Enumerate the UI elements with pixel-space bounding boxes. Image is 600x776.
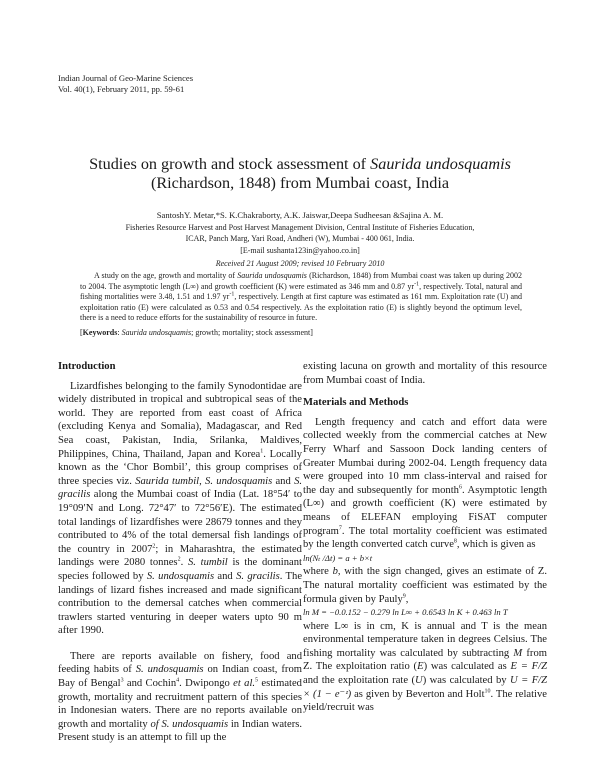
reference-superscript: 2 bbox=[177, 556, 181, 563]
authors: SantoshY. Metar,*S. K.Chakraborty, A.K. Jaiswar,Deepa Sudheesan &Sajina A. M. bbox=[156, 210, 444, 220]
text-span: , which is given as bbox=[456, 539, 536, 551]
title-species: Saurida undosquamis bbox=[370, 155, 511, 173]
italic-text: Saurida tumbil, bbox=[135, 475, 202, 487]
email: [E-mail sushanta123in@yahoo.co.in] bbox=[240, 246, 360, 255]
italic-text: U bbox=[415, 675, 423, 687]
reference-superscript: 2 bbox=[152, 543, 156, 550]
italic-text: of S. undosquamis bbox=[150, 718, 229, 730]
text-span: ) was calculated as bbox=[423, 661, 511, 673]
methods-paragraph-3 bbox=[303, 620, 547, 715]
text-span: , respectively. Length at first capture was estimated as 161 mm. Exploitation rate (U) and exploitation ratio (E) were calculated as 0.53 and 0.54 respectively. As the exploitation ratio (E) is slightly beyond the optimum level, there is a need to reduce efforts for the sustainability of resource in future. bbox=[80, 292, 523, 323]
text-span: , bbox=[405, 593, 409, 605]
equation-pauly: ln M = −0.0.152 − 0.279 ln L∞ + 0.6543 ln K + 0.463 ln T bbox=[303, 607, 508, 618]
intro-continuation: existing lacuna on growth and mortality of this resource from Mumbai coast of India. bbox=[303, 361, 547, 386]
text-span: in Indian waters. Present study is an attempt to fill up the bbox=[58, 718, 302, 744]
text-span: . Asymptotic length (L∞) and growth coefficient (K) were estimated by means of ELEFAN employing FiSAT computer program bbox=[303, 484, 547, 537]
italic-text: E = F/Z bbox=[510, 661, 547, 673]
affiliation bbox=[0, 223, 600, 244]
reference-superscript: 3 bbox=[120, 677, 124, 684]
text-span: ) was calculated by bbox=[422, 675, 510, 687]
section-heading-introduction: Introduction bbox=[58, 361, 116, 372]
text-span: Length frequency and catch and effort data were collected weekly from the commercial catches at New Ferry Wharf and Sassoon Dock landing centers of Greater Mumbai during 2002-04. Length frequency data were grouped into 10 mm class-interval and raised for the day and subsequently for month bbox=[303, 416, 547, 496]
left-column bbox=[58, 360, 302, 745]
methods-paragraph-2 bbox=[303, 565, 547, 606]
journal-header bbox=[58, 73, 193, 95]
reference-superscript: -1 bbox=[414, 280, 420, 287]
italic-text: U = F/Z × (1 − e⁻ᶻ) bbox=[303, 675, 547, 700]
text-span: is the dominant species followed by bbox=[58, 557, 302, 582]
text-span: where bbox=[303, 566, 333, 578]
text-span: and Cochin bbox=[123, 678, 177, 690]
text-span: Lizardfishes belonging to the family Synodontidae are widely distributed in tropical and subtropical seas of the world. They are reported from east coast of Africa (excluding Kenya and Somalia), Madagascar, and Red Sea coast, Pakistan, India, Srilanka, Maldives, Philippines, China, Thailand, Japan and Korea bbox=[58, 380, 302, 460]
text-span: on Indian coast, from Bay of Bengal bbox=[58, 664, 302, 690]
italic-text: S. undosquamis bbox=[135, 664, 204, 676]
reference-superscript: 10 bbox=[484, 688, 491, 695]
reference-superscript: 9 bbox=[402, 592, 406, 599]
keywords: [Keywords: Saurida undosquamis; growth; mortality; stock assessment] bbox=[80, 327, 313, 337]
text-span: along the Mumbai coast of India (Lat. 18°54′ to 19°09′N and Long. 72°47′ to 72°56′E). The estimated total landings of lizardfishes were 28679 tonnes and they contributed to 4% of the total demersal fish landings of the country in 2007 bbox=[58, 489, 302, 555]
text-span: . bbox=[180, 557, 188, 569]
text-span: from Z. The exploitation ratio ( bbox=[303, 647, 547, 673]
received-dates: Received 21 August 2009; revised 10 February 2010 bbox=[215, 259, 385, 268]
italic-text: S. undosquamis bbox=[205, 475, 273, 487]
italic-text: S. undosquamis bbox=[146, 570, 215, 582]
text-span: There are reports available on fishery, food and feeding habits of bbox=[58, 650, 302, 676]
abstract bbox=[80, 271, 522, 339]
intro-paragraph-1 bbox=[58, 380, 302, 638]
right-column bbox=[303, 360, 547, 715]
text-span: and the exploitation rate ( bbox=[303, 675, 416, 687]
italic-text: S. gracilis bbox=[58, 475, 303, 501]
text-span: . The relative yield/recruit was bbox=[303, 688, 547, 714]
text-span: , respectively. Total, natural and fishing mortalities were 3.48, 1.51 and 1.97 yr bbox=[80, 281, 523, 302]
italic-text: et al. bbox=[233, 678, 256, 690]
section-heading-methods: Materials and Methods bbox=[303, 397, 409, 409]
italic-text: E bbox=[417, 661, 424, 673]
italic-text: M bbox=[513, 647, 523, 659]
text-span: A study on the age, growth and mortality of bbox=[94, 271, 238, 280]
title-prefix: Studies on growth and stock assessment of bbox=[89, 155, 371, 173]
reference-superscript: 1 bbox=[260, 448, 264, 455]
italic-text: Saurida undosquamis bbox=[121, 327, 192, 337]
affiliation-line1: Fisheries Resource Harvest and Post Harvest Management Division, Central Institute of Fisheries Education, bbox=[125, 223, 475, 232]
text-span: . The landings of lizard fishes increased and made significant contribution to the demersal catches when commercial trawlers started venturing in deeper waters upto 90 m after 1990. bbox=[58, 570, 303, 637]
intro-paragraph-2 bbox=[58, 650, 302, 745]
text-span: , with the sign changed, gives an estimate of Z. The natural mortality coefficient was estimated by the formula given by Pauly bbox=[303, 566, 548, 605]
abstract-text bbox=[80, 271, 522, 324]
text-span: and bbox=[272, 475, 295, 487]
methods-paragraph-1 bbox=[303, 416, 547, 552]
text-span: and bbox=[214, 570, 237, 582]
text-span: . The total mortality coefficient was estimated by the length converted catch curve bbox=[303, 525, 547, 551]
text-span: . Dwipongo bbox=[179, 678, 234, 690]
italic-text: Saurida undosquamis bbox=[237, 271, 307, 280]
keywords-label: Keywords bbox=[82, 327, 118, 337]
text-span: (Richardson, 1848) from Mumbai coast was taken up during 2002 to 2004. The asymptotic length (L∞) and growth coefficient (K) were estimated as 346 mm and 0.87 yr bbox=[80, 271, 523, 291]
reference-superscript: 7 bbox=[338, 525, 342, 531]
text-span: estimated growth, mortality and recruitment pattern of this species in Indonesian waters. There are no reports available on growth and mortality bbox=[58, 678, 302, 730]
title-line2: (Richardson, 1848) from Mumbai coast, India bbox=[150, 174, 450, 192]
reference-superscript: 6 bbox=[458, 484, 462, 491]
reference-superscript: 8 bbox=[453, 538, 457, 545]
italic-text: b bbox=[332, 566, 338, 578]
affiliation-line2: ICAR, Panch Marg, Yari Road, Andheri (W), Mumbai - 400 061, India. bbox=[185, 233, 415, 243]
text-span: . Locally known as the ‘Chor Bombil’, this group comprises of three species viz. bbox=[58, 448, 302, 487]
paper-title bbox=[0, 155, 600, 193]
journal-name: Indian Journal of Geo-Marine Sciences bbox=[58, 73, 194, 83]
text-span: ; growth; mortality; stock assessment] bbox=[191, 327, 313, 337]
reference-superscript: 4 bbox=[176, 677, 180, 684]
text-span: ; in Maharashtra, the estimated landings were 2080 tonnes bbox=[58, 543, 302, 569]
italic-text: S. gracilis bbox=[236, 570, 280, 582]
reference-superscript: -1 bbox=[229, 291, 235, 298]
text-span: as given by Beverton and Holt bbox=[351, 688, 485, 700]
reference-superscript: 5 bbox=[255, 677, 259, 684]
journal-volume: Vol. 40(1), February 2011, pp. 59-61 bbox=[58, 84, 185, 94]
italic-text: S. tumbil bbox=[187, 557, 228, 569]
text-span: where L∞ is in cm, K is annual and T is the mean environmental temperature taken in degrees Celsius. The fishing mortality was calculated by subtracting bbox=[303, 620, 547, 659]
equation-catch-curve: ln(Nₜ /Δt) = a + b×t bbox=[303, 552, 373, 563]
